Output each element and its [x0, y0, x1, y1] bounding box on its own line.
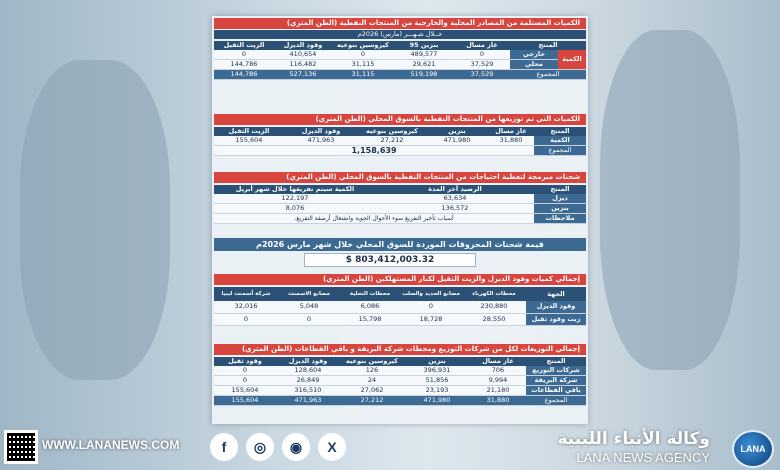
table-cell: 15,798: [340, 313, 400, 325]
table-header: المنتج: [526, 357, 586, 366]
table-header: وقود الديزل: [274, 41, 332, 50]
section3-table: [214, 185, 586, 224]
row-label: شركة البريقة: [526, 376, 586, 386]
table-row: [214, 376, 586, 386]
table-header: مصانع الاسمنت: [278, 287, 340, 301]
table-cell: 155,604: [214, 136, 284, 146]
row-label: باقي القطاعات: [526, 386, 586, 396]
table-header: غاز مسال: [488, 127, 534, 136]
table-cell: 26,849: [276, 376, 340, 386]
table-header: بنزين 95: [394, 41, 454, 50]
table-cell: 0: [214, 376, 276, 386]
table-cell: 24: [340, 376, 404, 386]
table-header-row: [214, 357, 586, 366]
total-label: المجموع: [510, 70, 586, 80]
table-cell: 0: [214, 313, 278, 325]
section3-title: شحنات مبرمجة لتغطية احتياجات من المنتجات النفطية بالسوق المحلي (الطن المتري): [214, 172, 586, 183]
table-header: غاز مسال: [470, 357, 526, 366]
background-shape-left: [20, 60, 170, 380]
section6-table: [214, 357, 586, 406]
table-header-row: [214, 41, 586, 50]
table-header: الزيت الثقيل: [214, 127, 284, 136]
notes-row: [214, 214, 586, 224]
table-cell: 31,880: [470, 396, 526, 406]
notes-text: أسباب تأخير التفريغ سوء الأحوال الجوية وانشغال أرصفة التفريغ.: [214, 214, 534, 224]
table-cell: 116,482: [274, 60, 332, 70]
table-cell: 155,604: [214, 396, 276, 406]
row-label: ديزل: [534, 194, 586, 204]
table-cell: 31,115: [332, 70, 394, 80]
table-header: كيروسين بنوعيه: [332, 41, 394, 50]
table-cell: 0: [332, 50, 394, 60]
table-cell: 27,062: [340, 386, 404, 396]
table-header: بنزين: [426, 127, 488, 136]
table-row: [214, 60, 586, 70]
row-label: محلي: [510, 60, 558, 70]
table-row: [214, 366, 586, 376]
table-cell: 29,621: [394, 60, 454, 70]
table-cell: 27,212: [340, 396, 404, 406]
table-cell: 126: [340, 366, 404, 376]
x-icon[interactable]: X: [318, 433, 346, 461]
table-header: محطات الكهرباء: [462, 287, 526, 301]
table-cell: 5,048: [278, 301, 340, 313]
table-cell: 316,510: [276, 386, 340, 396]
total-label: المجموع: [526, 396, 586, 406]
total-row: [214, 146, 586, 156]
row-label: بنزين: [534, 204, 586, 214]
table-cell: 471,963: [284, 136, 358, 146]
dribbble-icon[interactable]: ◎: [246, 433, 274, 461]
group-label: الكمية: [558, 50, 586, 70]
section2-title: الكميات التي تم توزيعها من المنتجات النفطية بالسوق المحلي (الطن المتري): [214, 114, 586, 125]
table-header: بنزين: [404, 357, 470, 366]
section5-table: [214, 287, 586, 326]
total-row: [214, 70, 586, 80]
table-header: الرصيد آخر المدة: [376, 185, 534, 194]
table-cell: 0: [278, 313, 340, 325]
table-header: كيروسين بنوعيه: [340, 357, 404, 366]
table-header: غاز مسال: [454, 41, 510, 50]
table-header: المنتج: [534, 127, 586, 136]
table-row: [214, 301, 586, 313]
table-cell: 0: [400, 301, 462, 313]
total-row: [214, 396, 586, 406]
table-row: [214, 386, 586, 396]
table-cell: 51,856: [404, 376, 470, 386]
table-cell: 27,212: [358, 136, 426, 146]
table-header: الجهة: [526, 287, 586, 301]
infographic-panel: [212, 16, 588, 424]
section4-title: قيمة شحنات المحروقات الموردة للسوق المحلي خلال شهر مارس 2026م: [214, 238, 586, 251]
table-cell: 0: [214, 50, 274, 60]
table-cell: 471,980: [404, 396, 470, 406]
section6-title: إجمالي التوزيعات لكل من شركات التوزيع ومحطات شركة البريقة و باقي القطاعات (الطن المتري): [214, 344, 586, 355]
table-cell: 32,016: [214, 301, 278, 313]
table-cell: 31,115: [332, 60, 394, 70]
table-header: محطات التحلية: [340, 287, 400, 301]
lana-logo: LANA: [732, 430, 774, 468]
table-row: [214, 204, 586, 214]
table-header: وقود الديزل: [284, 127, 358, 136]
table-cell: 136,572: [376, 204, 534, 214]
table-cell: 0: [214, 366, 276, 376]
table-cell: 18,728: [400, 313, 462, 325]
total-label: المجموع: [534, 146, 586, 156]
brand-name-arabic: وكالة الأنباء الليبية: [557, 429, 710, 449]
table-cell: 471,980: [426, 136, 488, 146]
table-cell: 37,529: [454, 70, 510, 80]
footer-bar: [0, 426, 780, 470]
section1-period: خــلال شـهـــر (مارس) 2026م: [214, 30, 586, 39]
table-header: المنتج: [510, 41, 586, 50]
section1-table: [214, 41, 586, 80]
table-cell: 28,550: [462, 313, 526, 325]
table-header: الزيت الثقيل: [214, 41, 274, 50]
row-label: زيت وقود ثقيل: [526, 313, 586, 325]
table-cell: 21,180: [470, 386, 526, 396]
table-header: وقود ثقيل: [214, 357, 276, 366]
section2-table: [214, 127, 586, 156]
table-row: [214, 313, 586, 325]
table-header: المنتج: [534, 185, 586, 194]
table-cell: 410,654: [274, 50, 332, 60]
row-label: شركات التوزيع: [526, 366, 586, 376]
total-value: 1,158,639: [214, 146, 534, 156]
table-cell: 6,086: [340, 301, 400, 313]
table-header: وقود الديزل: [276, 357, 340, 366]
row-label: خارجي: [510, 50, 558, 60]
section5-title: إجمالي كميات وقود الديزل والزيت الثقيل لكبار المستهلكين (الطن المتري): [214, 274, 586, 285]
table-cell: 23,193: [404, 386, 470, 396]
row-label: وقود الديزل: [526, 301, 586, 313]
table-header-row: [214, 127, 586, 136]
table-cell: 519,198: [394, 70, 454, 80]
table-cell: 128,604: [276, 366, 340, 376]
instagram-icon[interactable]: ◉: [282, 433, 310, 461]
table-header: شركة أسمنت ليبيا: [214, 287, 278, 301]
table-row: [214, 50, 586, 60]
table-cell: 63,634: [376, 194, 534, 204]
table-row: [214, 136, 586, 146]
table-cell: 122,197: [214, 194, 376, 204]
table-cell: 527,136: [274, 70, 332, 80]
table-header-row: [214, 287, 586, 301]
qr-code: [4, 430, 38, 464]
notes-label: ملاحظات: [534, 214, 586, 224]
table-cell: 230,880: [462, 301, 526, 313]
table-cell: 37,529: [454, 60, 510, 70]
table-cell: 8,076: [214, 204, 376, 214]
brand-name-english: LANA NEWS AGENCY: [576, 450, 710, 465]
table-row: [214, 194, 586, 204]
row-label: الكمية: [534, 136, 586, 146]
table-cell: 706: [470, 366, 526, 376]
table-cell: 144,786: [214, 60, 274, 70]
table-header: مصانع الحديد والصلب: [400, 287, 462, 301]
table-cell: 0: [454, 50, 510, 60]
table-header: كيروسين بنوعيه: [358, 127, 426, 136]
table-cell: 9,994: [470, 376, 526, 386]
table-cell: 155,604: [214, 386, 276, 396]
table-cell: 144,786: [214, 70, 274, 80]
table-header-row: [214, 185, 586, 194]
table-cell: 31,880: [488, 136, 534, 146]
background-shape-right: [600, 30, 740, 370]
table-header: الكمية سيتم تفريغها خلال شهر أبريل: [214, 185, 376, 194]
table-cell: 471,963: [276, 396, 340, 406]
shipment-value: $ 803,412,003.32: [304, 253, 476, 267]
facebook-icon[interactable]: f: [210, 433, 238, 461]
table-cell: 489,577: [394, 50, 454, 60]
section1-title: الكميات المستلمة من المصادر المحلية والخارجية من المنتجات النفطية (الطن المتري): [214, 18, 586, 29]
table-cell: 396,931: [404, 366, 470, 376]
website-link[interactable]: WWW.LANANEWS.COM: [42, 438, 180, 452]
